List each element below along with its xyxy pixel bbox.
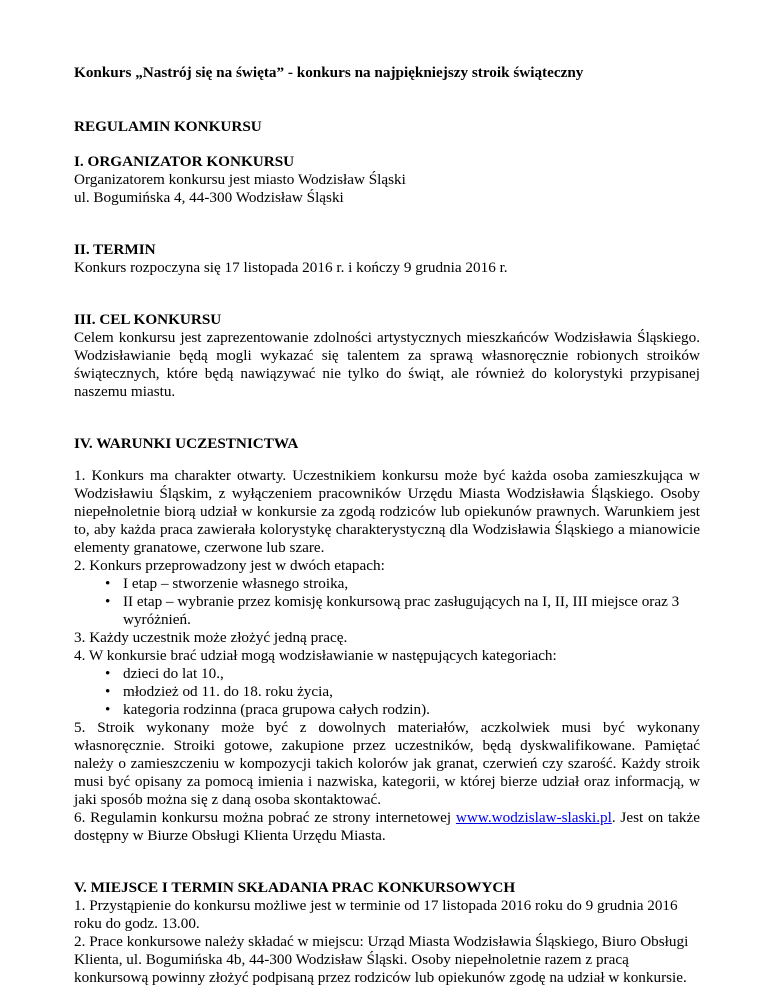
section-goal — [74, 311, 700, 401]
document-body — [74, 64, 700, 987]
submission-paragraph-1: 1. Przystąpienie do konkursu możliwe jest w terminie od 17 listopada 2016 roku do 9 grudnia 2016 roku do godz. 13.00. — [74, 897, 678, 932]
conditions-paragraph-3: 3. Każdy uczestnik może złożyć jedną pracę. — [74, 629, 348, 646]
list-item: • młodzież od 11. do 18. roku życia, — [123, 683, 700, 701]
section-term — [74, 241, 700, 277]
organizer-line-1: Organizatorem konkursu jest miasto Wodzisław Śląski — [74, 171, 406, 188]
list-item: • dzieci do lat 10., — [123, 665, 700, 683]
conditions-paragraph-5: 5. Stroik wykonany może być z dowolnych materiałów, aczkolwiek musi być wykonany własnoręcznie. Stroiki gotowe, zakupione przez uczestników, będą dyskwalifikowane. Pamiętać należy o zamieszczeniu w kompozycji takich kolorów jak granat, czerwień czy szarość. Każdy stroik musi być opisany za pomocą imienia i nazwiska, kategorii, w której bierze udział oraz informacją, w jaki sposób można się z daną osoba skontaktować. — [74, 719, 700, 808]
section-submission — [74, 879, 700, 987]
section-goal-heading: III. CEL KONKURSU — [74, 311, 222, 328]
section-conditions — [74, 435, 700, 845]
document-title: Konkurs „Nastrój się na święta” - konkurs na najpiękniejszy stroik świąteczny — [74, 64, 584, 81]
list-item: • I etap – stworzenie własnego stroika, — [123, 575, 700, 593]
regulamin-heading: REGULAMIN KONKURSU — [74, 118, 262, 135]
section-organizer — [74, 153, 700, 207]
conditions-paragraph-1: 1. Konkurs ma charakter otwarty. Uczestnikiem konkursu może być każda osoba zamieszkująca w Wodzisławiu Śląskim, z wyłączeniem pracowników Urzędu Miasta Wodzisławia Śląskiego. Osoby niepełnoletnie biorą udział w konkursie za zgodą rodziców lub opiekunów prawnych. Warunkiem jest to, aby każda praca zawierała kolorystykę charakterystyczną dla Wodzisławia Śląskiego a mianowicie elementy granatowe, czerwone lub szare. — [74, 467, 700, 556]
categories-list — [74, 665, 700, 719]
paragraph-6-intro: 6. Regulamin konkursu można pobrać ze strony internetowej — [74, 809, 456, 826]
conditions-paragraph-6 — [74, 809, 700, 845]
submission-paragraph-2: 2. Prace konkursowe należy składać w miejscu: Urząd Miasta Wodzisławia Śląskiego, Biuro Obsługi Klienta, ul. Bogumińska 4b, 44-300 Wodzisław Śląski. Osoby niepełnoletnie razem z pracą konkursową powinny złożyć podpisaną przez rodziców lub opiekunów zgodę na udział w konkursie. — [74, 933, 689, 986]
list-item: • kategoria rodzinna (praca grupowa całych rodzin). — [123, 701, 700, 719]
paragraph-6-outro: . Jest on także dostępny w Biurze Obsługi Klienta Urzędu Miasta. — [74, 809, 700, 844]
conditions-paragraph-2: 2. Konkurs przeprowadzony jest w dwóch etapach: — [74, 557, 385, 574]
website-link[interactable]: www.wodzislaw-slaski.pl — [455, 809, 612, 826]
section-conditions-heading: IV. WARUNKI UCZESTNICTWA — [74, 435, 299, 452]
section-organizer-heading: I. ORGANIZATOR KONKURSU — [74, 153, 295, 170]
conditions-paragraph-4: 4. W konkursie brać udział mogą wodzisławianie w następujących kategoriach: — [74, 647, 557, 664]
section-term-heading: II. TERMIN — [74, 241, 156, 258]
list-item: • II etap – wybranie przez komisję konkursową prac zasługujących na I, II, III miejsce oraz 3 wyróżnień. — [123, 593, 700, 629]
organizer-line-2: ul. Bogumińska 4, 44-300 Wodzisław Śląski — [74, 189, 344, 206]
section-submission-heading: V. MIEJSCE I TERMIN SKŁADANIA PRAC KONKURSOWYCH — [74, 879, 516, 896]
term-line-1: Konkurs rozpoczyna się 17 listopada 2016 r. i kończy 9 grudnia 2016 r. — [74, 259, 508, 276]
goal-text: Celem konkursu jest zaprezentowanie zdolności artystycznych mieszkańców Wodzisławia Śląskiego. Wodzisławianie będą mogli wykazać się talentem za sprawą własnoręcznie robionych stroików świątecznych, które będą nawiązywać nie tylko do świąt, ale również do kolorystyki przypisanej naszemu miastu. — [74, 329, 700, 400]
stages-list — [74, 575, 700, 629]
